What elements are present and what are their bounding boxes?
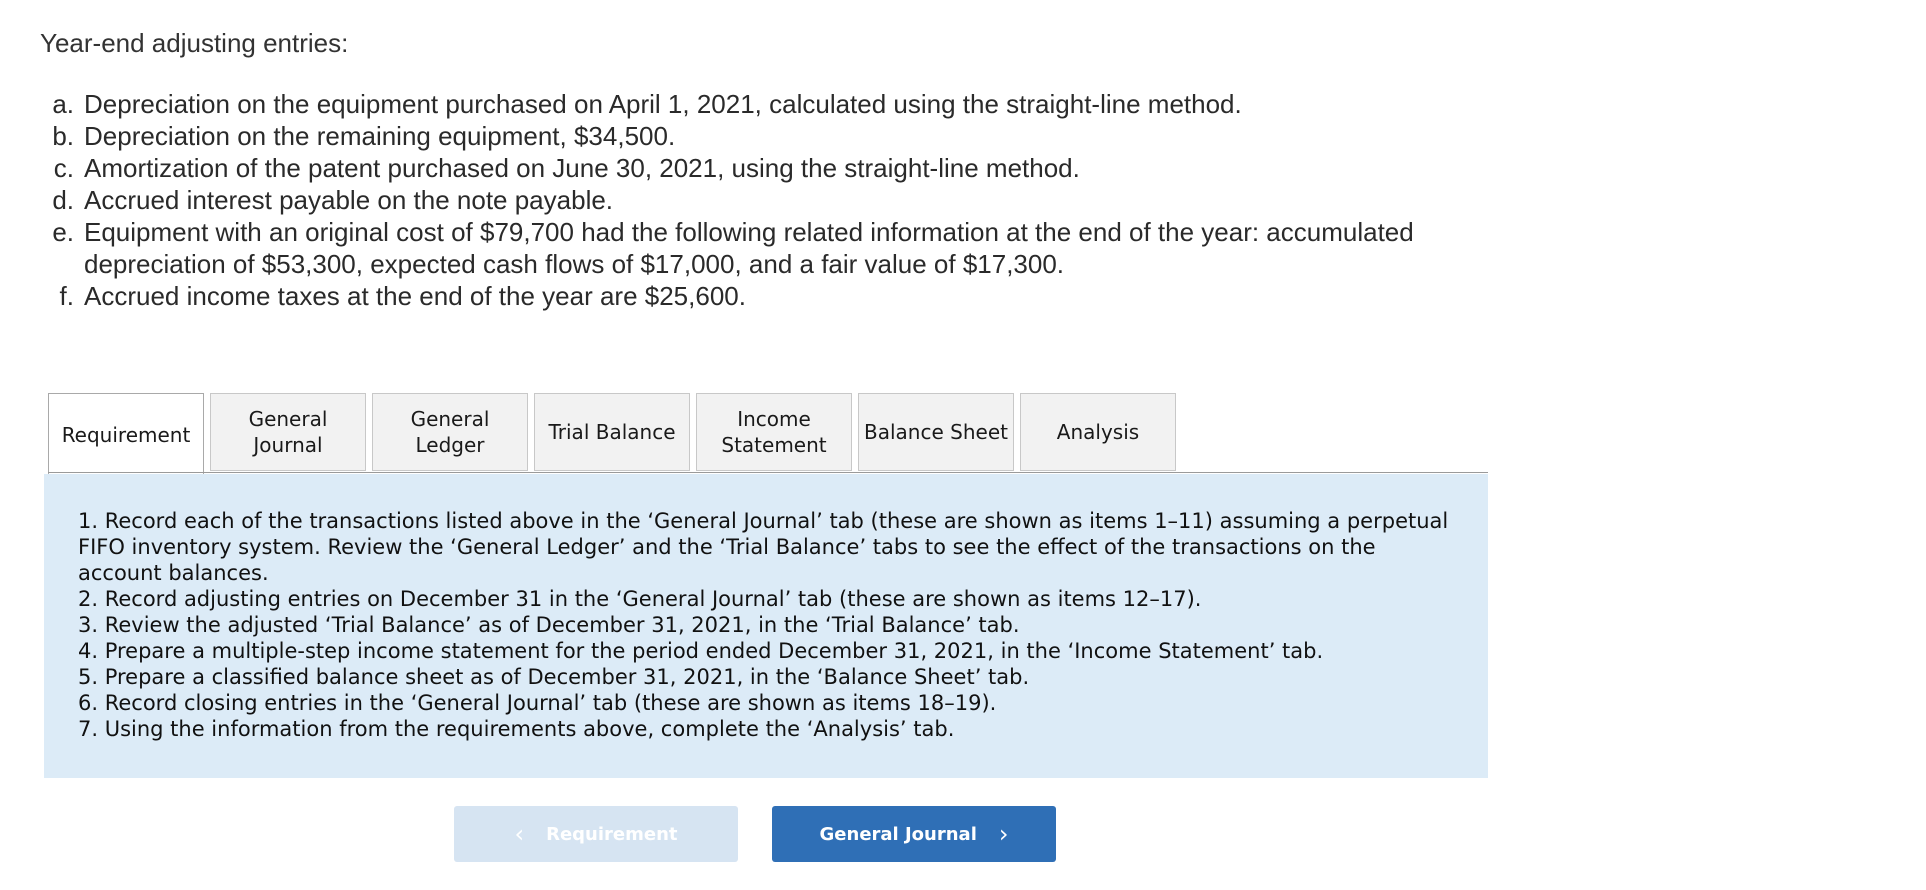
requirement-item: 1. Record each of the transactions listed above in the ‘General Journal’ tab (these are shown as items 1–11) assuming a perpetual FIFO inventory system. Review the ‘General Ledger’ and the ‘Trial Balance’ tabs to see the effect of the transactions on the account balances. — [78, 509, 1449, 585]
entry-marker: d. — [52, 185, 74, 215]
tab-trial-balance[interactable]: Trial Balance — [534, 393, 690, 471]
nav-buttons — [454, 806, 1056, 862]
tab-general-journal[interactable]: General Journal — [210, 393, 366, 471]
prev-button-label: Requirement — [546, 823, 678, 845]
tab-divider — [48, 472, 1488, 473]
chevron-right-icon: › — [998, 820, 1009, 848]
tab-analysis[interactable]: Analysis — [1020, 393, 1176, 471]
entry-item — [34, 280, 1534, 312]
entry-text: Depreciation on the equipment purchased on April 1, 2021, calculated using the straight-line method. — [84, 89, 1242, 119]
next-button-label: General Journal — [819, 823, 977, 845]
requirement-item: 4. Prepare a multiple-step income statement for the period ended December 31, 2021, in the ‘Income Statement’ tab. — [78, 639, 1324, 663]
entry-item — [34, 184, 1534, 216]
tab-requirement[interactable]: Requirement — [48, 393, 204, 475]
tab-general-ledger[interactable]: General Ledger — [372, 393, 528, 471]
entry-text: Accrued income taxes at the end of the year are $25,600. — [84, 281, 746, 311]
entry-marker: b. — [52, 121, 74, 151]
prev-requirement-button[interactable] — [454, 806, 738, 862]
entry-item — [34, 216, 1534, 280]
entry-item — [34, 120, 1534, 152]
entry-item — [34, 152, 1534, 184]
entry-item — [34, 88, 1534, 120]
requirement-item: 6. Record closing entries in the ‘General Journal’ tab (these are shown as items 18–19). — [78, 691, 997, 715]
entry-marker: f. — [59, 281, 74, 311]
requirement-item: 3. Review the adjusted ‘Trial Balance’ as of December 31, 2021, in the ‘Trial Balance’ tab. — [78, 613, 1020, 637]
adjusting-entries-list — [34, 88, 1534, 312]
intro-heading: Year-end adjusting entries: — [40, 28, 349, 58]
entry-marker: e. — [52, 217, 74, 247]
entry-text: Accrued interest payable on the note payable. — [84, 185, 614, 215]
entry-marker: c. — [53, 153, 74, 183]
entry-text: Amortization of the patent purchased on June 30, 2021, using the straight-line method. — [84, 153, 1080, 183]
entry-text: Depreciation on the remaining equipment, $34,500. — [84, 121, 676, 151]
requirement-item: 2. Record adjusting entries on December 31 in the ‘General Journal’ tab (these are shown as items 12–17). — [78, 587, 1202, 611]
next-general-journal-button[interactable] — [772, 806, 1056, 862]
chevron-left-icon: ‹ — [514, 820, 525, 848]
requirement-panel — [44, 474, 1488, 778]
tab-balance-sheet[interactable]: Balance Sheet — [858, 393, 1014, 471]
tab-bar — [48, 393, 1176, 473]
requirement-item: 7. Using the information from the requirements above, complete the ‘Analysis’ tab. — [78, 717, 955, 741]
requirement-list — [78, 508, 1454, 742]
requirement-item: 5. Prepare a classified balance sheet as of December 31, 2021, in the ‘Balance Sheet’ tab. — [78, 665, 1030, 689]
tab-income-statement[interactable]: Income Statement — [696, 393, 852, 471]
entry-text: Equipment with an original cost of $79,700 had the following related information at the end of the year: accumulated depreciation of $53,300, expected cash flows of $17,000, and a fair value of $17,300. — [84, 217, 1414, 279]
entry-marker: a. — [52, 89, 74, 119]
